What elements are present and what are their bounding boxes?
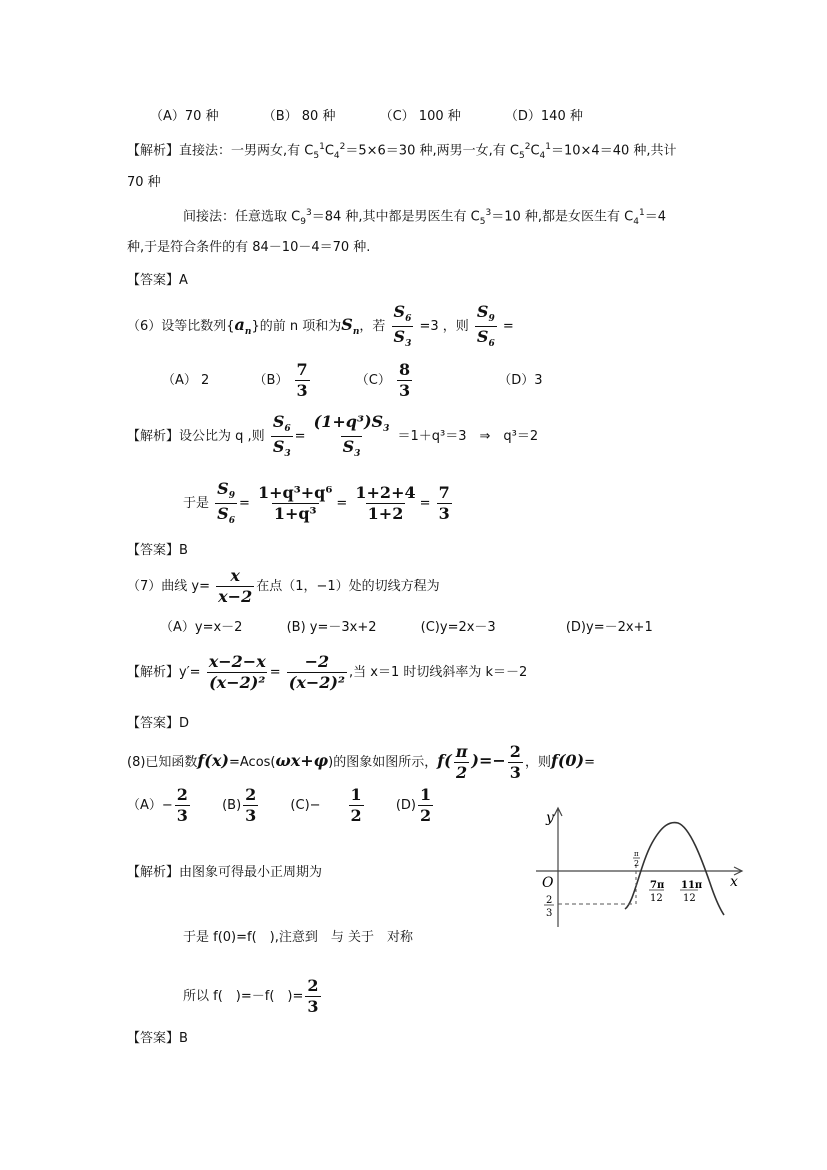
text: ，则: [524, 755, 551, 770]
text: =Acos(: [228, 755, 276, 770]
s: S: [476, 327, 489, 347]
q8-answer: [127, 1032, 188, 1045]
analysis-tag: 【解析】: [127, 143, 180, 159]
q5-option-b: （B） 80 种: [262, 109, 336, 124]
num: 1+2+4: [355, 483, 416, 503]
sup: 1: [319, 142, 325, 152]
tick-11pi-12-num: 11π: [681, 880, 703, 891]
q7-option-c: (C)y=2x－3: [420, 620, 496, 635]
den: 3: [176, 806, 188, 825]
text: 所以 f( )=－f( )=: [183, 989, 304, 1004]
sup: 3: [485, 208, 492, 218]
q5-indirect-line2: 种,于是符合条件的有 84－10－4＝70 种.: [127, 240, 371, 255]
fraction-s9-s6: [475, 304, 497, 349]
text: }的前 n 项和为: [251, 319, 342, 335]
fraction: [353, 485, 417, 522]
sub: 9: [300, 216, 306, 227]
q6-stem: [127, 304, 514, 349]
q6-analysis-line2: 于是 $\frac{S_9}{S_6}$ = $\frac{\text{1+q³+q⁶}}{\text{1+q³}}$ = $\frac{1+2+4}{1+2}$ = $\frac{7}{3}$: [183, 479, 450, 527]
s: S: [272, 437, 285, 457]
q8-analysis-line1: [127, 866, 322, 879]
text: 直接法：一男两女,有 C: [179, 143, 314, 159]
q7-analysis: 【解析】y′= $\frac{x-2-x}{\text{(x−2)²}}$ = $\frac{-2}{\text{(x−2)²}}$ ,当 x＝1 时切线斜率为 k＝－2: [127, 652, 528, 692]
s: S: [393, 327, 406, 347]
text: )的图象如图所示，: [328, 755, 438, 770]
den: 1+q³: [273, 504, 317, 524]
pi-over-2-den: 2: [634, 859, 640, 868]
math: )=−: [471, 751, 506, 770]
q8-option-a: （A）−: [127, 798, 173, 813]
den: 3: [307, 997, 319, 1016]
text: ，若: [359, 319, 386, 335]
sub: 6: [405, 314, 412, 325]
den: 3: [509, 763, 521, 782]
num: 1+q³+q⁶: [258, 483, 333, 503]
num: (1+q³)S: [313, 412, 384, 431]
fraction: [207, 654, 268, 691]
fraction-s6-s3: [392, 304, 414, 349]
fraction: [256, 485, 334, 522]
answer-value: B: [179, 1031, 188, 1046]
fraction: [508, 744, 523, 781]
answer-value: B: [179, 543, 188, 558]
sub: 5: [518, 150, 525, 161]
text: ＝84 种,其中都是男医生有 C: [311, 209, 480, 225]
math: S: [341, 315, 353, 335]
text: ＝4: [644, 209, 666, 225]
text: C: [530, 143, 540, 159]
q5-option-c: （C） 100 种: [379, 109, 461, 124]
den: 2: [350, 806, 362, 825]
num: 2: [307, 976, 319, 995]
num: 2: [245, 785, 257, 804]
q7-option-d: (D)y=－2x+1: [565, 620, 653, 635]
answer-tag: 【答案】: [127, 716, 180, 731]
sub: n: [352, 326, 360, 337]
sub: 3: [405, 339, 412, 350]
num: 2: [509, 742, 521, 761]
text: 在点（1，−1）处的切线方程为: [256, 579, 440, 594]
y-label: y: [546, 810, 554, 826]
sub: 4: [539, 150, 546, 161]
cosine-curve: [625, 823, 724, 915]
s: S: [476, 302, 489, 321]
den: 1+2: [367, 504, 404, 524]
fraction: [216, 568, 254, 605]
s: S: [272, 412, 285, 431]
text: 间接法：任意选取 C: [183, 209, 301, 225]
q7-options: [160, 621, 653, 634]
analysis-tag: 【解析】: [127, 429, 180, 445]
q8-analysis-line2: 于是 f(0)=f( ),注意到 与 关于 对称: [183, 930, 414, 945]
tick-7pi-12-num: 7π: [650, 880, 665, 891]
sub: 9: [488, 314, 495, 325]
fraction: [271, 414, 293, 459]
den: 2: [455, 763, 468, 782]
pi-over-2-num: π: [634, 850, 639, 858]
num: 2: [176, 785, 188, 804]
q6-option-d: （D）3: [498, 373, 543, 388]
q5-indirect-line1: [183, 209, 666, 227]
sub: 6: [488, 339, 495, 350]
text: C: [324, 143, 334, 159]
q8-option-d: (D): [395, 798, 416, 813]
den: 3: [399, 381, 411, 400]
q7-option-b: (B) y=－3x+2: [286, 620, 377, 635]
sup: 1: [638, 208, 645, 218]
sup: 2: [339, 142, 346, 152]
sub: 3: [284, 449, 291, 460]
fraction: [215, 481, 237, 526]
num: 7: [438, 483, 450, 503]
fraction: [295, 362, 310, 399]
answer-tag: 【答案】: [127, 1031, 180, 1046]
text: 于是: [183, 496, 210, 512]
num: 8: [399, 360, 411, 379]
sub: 5: [479, 216, 486, 227]
q5-options: [150, 110, 583, 123]
text: 由图象可得最小正周期为: [179, 865, 323, 880]
fraction: [305, 978, 320, 1015]
s: S: [342, 437, 355, 457]
sup: 2: [524, 142, 531, 152]
q6-option-c: （C）: [355, 373, 391, 388]
q6-option-b: （B）: [253, 373, 289, 388]
sub: 5: [313, 150, 320, 161]
text: =: [584, 755, 596, 770]
q5-analysis-line1: [127, 143, 677, 161]
fraction: [397, 362, 412, 399]
fraction: [437, 485, 452, 522]
num: x−2−x: [208, 652, 266, 671]
fraction: [349, 787, 364, 824]
num: 1: [350, 785, 362, 804]
q7-answer: [127, 717, 189, 730]
den: 3: [245, 806, 257, 825]
fraction: [175, 787, 190, 824]
num: π: [455, 742, 468, 761]
math: f(x): [197, 751, 229, 770]
sup: 3: [305, 208, 312, 218]
q8-analysis-line3: [183, 978, 323, 1015]
text: （6）设等比数列{: [127, 319, 235, 335]
answer-value: D: [179, 716, 190, 731]
text: (8)已知函数: [127, 755, 198, 770]
text: ＝5×6＝30 种,两男一女,有 C: [345, 143, 519, 159]
math: a: [234, 315, 245, 335]
q5-analysis-line2: 70 种: [127, 175, 161, 190]
den: 3: [296, 381, 308, 400]
den: 2: [419, 806, 432, 825]
tick-11pi-12-den: 12: [683, 893, 696, 904]
sub: 6: [284, 424, 291, 435]
q6-answer: [127, 544, 188, 557]
fraction: [312, 414, 392, 459]
text: ＝1＋q³＝3 ⇒ q³＝2: [397, 429, 539, 445]
math: ωx+φ: [275, 751, 329, 770]
q5-option-a: （A）70 种: [150, 109, 219, 124]
text: =3 ，则: [419, 319, 469, 335]
q6-analysis-line1: 【解析】设公比为 q ,则 $\frac{S_6}{S_3}$ = $\frac{(1+q^3)S_3}{S_3}$ ＝1＋q³＝3 ⇒ q³＝2: [127, 412, 539, 460]
neg-two-thirds-den: 3: [546, 908, 553, 919]
x-label: x: [730, 874, 738, 890]
text: ＝10×4＝40 种,共计: [550, 143, 677, 159]
fraction: [243, 787, 258, 824]
cosine-graph: [530, 805, 755, 930]
answer-value: A: [179, 273, 188, 288]
den: 3: [438, 504, 450, 524]
sub: 4: [333, 150, 340, 161]
num: x: [230, 566, 240, 585]
q7-stem: [127, 568, 440, 605]
sub: 3: [383, 424, 390, 435]
s: S: [393, 302, 406, 321]
num: 7: [296, 360, 308, 379]
answer-tag: 【答案】: [127, 543, 180, 558]
s: S: [217, 504, 229, 524]
q8-options: [127, 787, 435, 824]
s: S: [217, 479, 229, 498]
sub: 4: [633, 216, 639, 227]
sub: 9: [228, 491, 235, 502]
analysis-tag: 【解析】: [127, 665, 180, 680]
sub: 6: [228, 516, 235, 527]
q6-options: [162, 362, 543, 399]
num: 1: [419, 785, 432, 804]
fraction: [287, 654, 347, 691]
math: f(: [437, 751, 452, 770]
q5-option-d: （D）140 种: [504, 109, 583, 124]
q8-option-b: (B): [222, 798, 242, 813]
text: 设公比为 q ,则: [179, 429, 265, 445]
num: −2: [304, 652, 330, 671]
den: (x−2)²: [288, 673, 345, 692]
neg-two-thirds-num: 2: [546, 895, 553, 906]
tick-7pi-12-den: 12: [650, 893, 663, 904]
math: f(0): [550, 751, 585, 770]
answer-tag: 【答案】: [127, 273, 180, 288]
q8-stem: [127, 744, 595, 781]
text: y′=: [179, 665, 201, 680]
q6-option-a: （A） 2: [162, 373, 210, 388]
text: ＝10 种,都是女医生有 C: [491, 209, 634, 225]
q7-option-a: （A）y=x－2: [160, 620, 243, 635]
analysis-tag: 【解析】: [127, 865, 180, 880]
text: （7）曲线 y=: [127, 579, 210, 594]
fraction: [454, 744, 470, 781]
q5-answer: [127, 274, 188, 287]
q8-option-c: (C)−: [290, 798, 321, 813]
den: x−2: [218, 587, 253, 606]
sub: n: [244, 326, 252, 337]
fraction: [418, 787, 433, 824]
text: =: [502, 319, 514, 335]
origin-label: O: [542, 875, 554, 891]
den: (x−2)²: [209, 673, 266, 692]
sup: 1: [545, 142, 551, 152]
sub: 3: [354, 449, 361, 460]
text: ,当 x＝1 时切线斜率为 k＝－2: [349, 665, 528, 680]
